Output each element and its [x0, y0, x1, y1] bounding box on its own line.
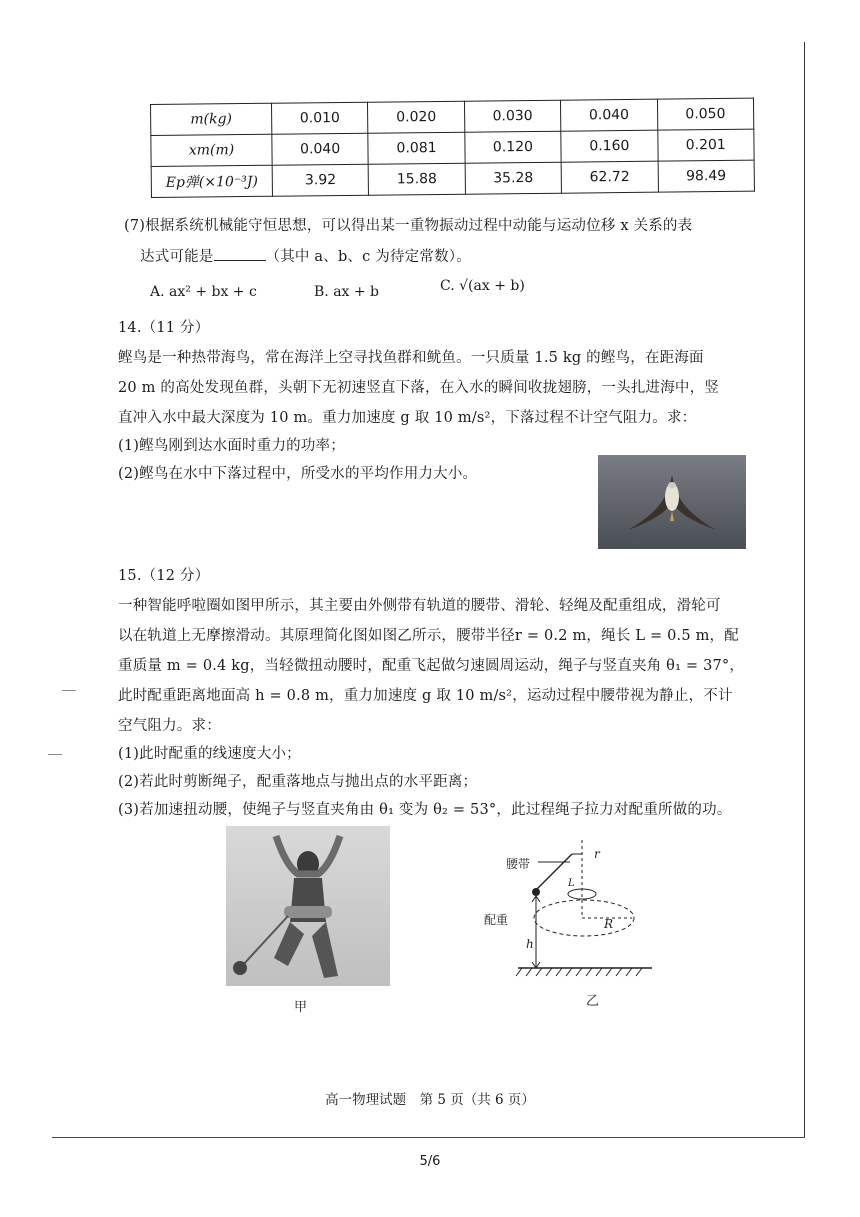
q14-line-1: 鲣鸟是一种热带海鸟，常在海洋上空寻找鱼群和鱿鱼。一只质量 1.5 kg 的鲣鸟，在距海面 [118, 350, 704, 366]
table-cell: 0.030 [464, 100, 561, 132]
hula-hoop-photo [226, 826, 390, 986]
edge-mark [48, 754, 62, 755]
q15-line-3: 重质量 m = 0.4 kg，当轻微扭动腰时，配重飞起做匀速圆周运动，绳子与竖直夹角 θ₁ = 37°， [118, 658, 745, 674]
table-cell: 98.49 [658, 160, 755, 192]
q7-option-b: B. ax + b [314, 284, 380, 300]
answer-blank [214, 246, 266, 261]
q7-line-2-suffix: （其中 a、b、c 为待定常数）。 [265, 249, 471, 265]
label-R: R [604, 917, 614, 931]
table-cell: 0.050 [657, 98, 754, 130]
hoop-schematic [476, 832, 676, 982]
label-weight: 配重 [484, 913, 509, 927]
page-border-bottom [52, 1137, 805, 1138]
q14-line-3: 直冲入水中最大深度为 10 m。重力加速度 g 取 10 m/s²，下落过程不计空气阻力。求： [118, 410, 697, 426]
label-L: L [568, 878, 575, 889]
q15-line-1: 一种智能呼啦圈如图甲所示，其主要由外侧带有轨道的腰带、滑轮、轻绳及配重组成，滑轮可 [118, 598, 721, 614]
page-footer: 高一物理试题 第 5 页（共 6 页） [325, 1092, 535, 1108]
measurement-table [150, 98, 755, 198]
q7-line-1: (7)根据系统机械能守恒思想，可以得出某一重物振动过程中动能与运动位移 x 关系的表 [124, 218, 693, 234]
q14-sub-1: (1)鲣鸟刚到达水面时重力的功率； [118, 438, 345, 454]
table-cell: 3.92 [272, 164, 369, 196]
row-header-mass: m(kg) [151, 103, 272, 135]
table-cell: 0.020 [368, 101, 465, 133]
page-number: 5/6 [419, 1154, 441, 1169]
table-cell: 0.120 [465, 131, 562, 163]
row-header-elastic-energy: Ep弹(×10⁻³J) [151, 165, 272, 197]
q15-line-2: 以在轨道上无摩擦滑动。其原理简化图如图乙所示，腰带半径r = 0.2 m，绳长 L = 0.5 m，配 [118, 628, 739, 644]
q7-line-2-prefix: 达式可能是 [140, 249, 214, 265]
table-cell: 0.010 [271, 102, 368, 134]
diving-bird-photo [598, 455, 746, 549]
person-icon [226, 826, 390, 986]
q7-line-2 [140, 246, 471, 267]
q15-sub-1: (1)此时配重的线速度大小； [118, 746, 301, 762]
q7-option-c: C. √(ax + b) [440, 278, 525, 294]
q14-line-2: 20 m 的高处发现鱼群，头朝下无初速竖直下落，在入水的瞬间收拢翅膀，一头扎进海中，竖 [118, 380, 720, 396]
q15-header: 15.（12 分） [118, 568, 210, 584]
table-cell: 0.040 [561, 99, 658, 131]
table-cell: 0.201 [657, 129, 754, 161]
q15-sub-3: (3)若加速扭动腰，使绳子与竖直夹角由 θ₁ 变为 θ₂ = 53°，此过程绳子拉力对配重所做的功。 [118, 802, 732, 818]
q15-line-5: 空气阻力。求： [118, 718, 221, 734]
q15-sub-2: (2)若此时剪断绳子，配重落地点与抛出点的水平距离； [118, 774, 478, 790]
q15-line-4: 此时配重距离地面高 h = 0.8 m，重力加速度 g 取 10 m/s²，运动过程中腰带视为静止，不计 [118, 688, 733, 704]
row-header-displacement: xm(m) [151, 134, 272, 166]
label-r: r [594, 847, 600, 861]
q7-option-a: A. ax² + bx + c [150, 284, 257, 300]
page-border-right [804, 42, 805, 1137]
label-h: h [526, 937, 534, 951]
table-cell: 0.081 [368, 132, 465, 164]
table-cell: 35.28 [465, 162, 562, 194]
edge-mark [62, 690, 76, 691]
table-cell: 0.040 [272, 133, 369, 165]
bird-icon [598, 455, 746, 549]
label-belt: 腰带 [506, 857, 531, 871]
table-row [151, 160, 754, 197]
schematic-diagram [476, 832, 676, 982]
figure-a-caption: 甲 [294, 1000, 308, 1015]
q14-header: 14.（11 分） [118, 320, 210, 336]
table-cell: 15.88 [369, 163, 466, 195]
table-cell: 62.72 [561, 161, 658, 193]
q14-sub-2: (2)鲣鸟在水中下落过程中，所受水的平均作用力大小。 [118, 466, 478, 482]
table-cell: 0.160 [561, 130, 658, 162]
figure-b-caption: 乙 [586, 994, 600, 1009]
